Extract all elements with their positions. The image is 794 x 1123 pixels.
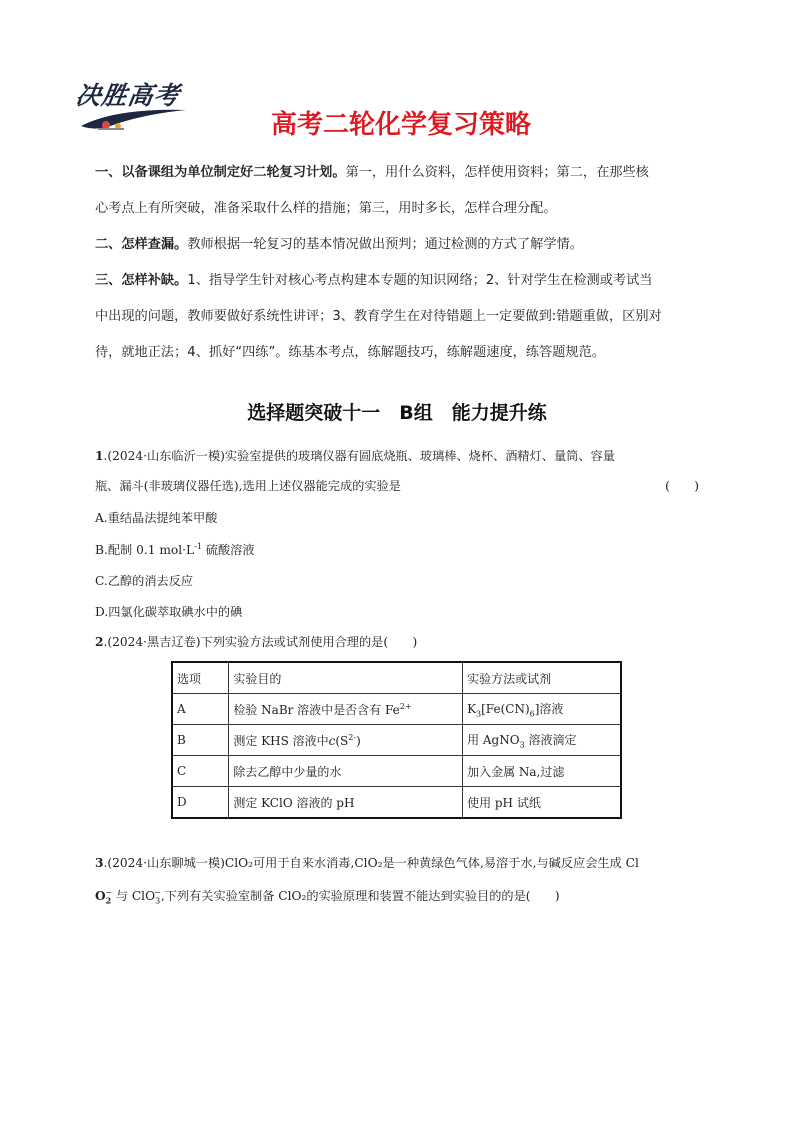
strategy-text-3c: 待，就地正法；4、抓好“四练”。练基本考点，练解题技巧，练解题速度，练答题规范。 <box>95 345 605 360</box>
table-row <box>172 787 621 819</box>
question-1-option-c: C.乙醇的消去反应 <box>95 574 194 588</box>
experiment-table <box>171 661 622 819</box>
question-3-number: 3 <box>95 856 104 870</box>
question-1-stem-line2: 瓶、漏斗(非玻璃仪器任选),选用上述仪器能完成的实验是 <box>95 479 401 493</box>
table-cell-aim <box>229 725 463 756</box>
cell-text: ]溶液 <box>534 701 564 716</box>
ion-subscript: 2 <box>105 895 112 906</box>
table-cell-option: C <box>172 756 229 787</box>
logo-text: 决胜高考 <box>73 81 182 110</box>
table-header-cell: 实验目的 <box>229 662 463 694</box>
table-header-row <box>172 662 621 694</box>
strategy-text-3a: 1、指导学生针对核心考点构建本专题的知识网络；2、针对学生在检测或考试当 <box>187 273 653 288</box>
table-row <box>172 725 621 756</box>
cell-subscript: 3 <box>519 740 525 750</box>
strategy-text-3b: 中出现的问题，教师要做好系统性讲评；3、教育学生在对待错题上一定要做到:错题重做，区别对 <box>95 309 662 324</box>
cell-text: (S <box>335 733 349 748</box>
cell-text: [Fe(CN) <box>481 701 530 716</box>
question-3-ion-2: 与 ClO <box>115 889 156 904</box>
strategy-paragraph-1 <box>95 155 699 227</box>
strategy-text-1a: 第一，用什么资料，怎样使用资料；第二，在那些核 <box>345 165 649 180</box>
question-1-number: 1 <box>95 449 104 463</box>
table-cell-option: B <box>172 725 229 756</box>
table-cell-method: 加入金属 Na,过滤 <box>463 756 621 787</box>
cell-superscript: 2- <box>348 732 357 742</box>
cell-text: 检验 NaBr 溶液中是否含有 Fe <box>233 702 400 717</box>
question-2 <box>95 627 699 657</box>
ion-superscript: − <box>154 888 161 897</box>
strategy-paragraph-2 <box>95 227 699 263</box>
option-b-superscript: -1 <box>194 541 202 551</box>
table-cell-aim: 测定 KClO 溶液的 pH <box>229 787 463 819</box>
ion-superscript: − <box>105 888 112 897</box>
table-cell-method: 使用 pH 试纸 <box>463 787 621 819</box>
table-cell-option: D <box>172 787 229 819</box>
cell-text: K <box>467 701 477 716</box>
table-cell-aim: 除去乙醇中少量的水 <box>229 756 463 787</box>
question-2-stem: .(2024·黑吉辽卷)下列实验方法或试剂使用合理的是( ) <box>103 635 418 649</box>
question-3 <box>95 848 699 917</box>
cell-italic: c <box>328 733 336 748</box>
page-title: 高考二轮化学复习策略 <box>270 110 531 140</box>
cell-text: ) <box>356 733 361 748</box>
table-cell-method <box>463 694 621 725</box>
strategy-text-2a: 教师根据一轮复习的基本情况做出预判；通过检测的方式了解学情。 <box>187 237 583 252</box>
table-row <box>172 756 621 787</box>
cell-subscript: 3 <box>476 709 482 719</box>
table-cell-option: A <box>172 694 229 725</box>
option-b-text: B.配制 0.1 mol·L <box>95 543 195 557</box>
cell-subscript: 6 <box>529 709 535 719</box>
question-1-option-d: D.四氯化碳萃取碘水中的碘 <box>95 605 243 619</box>
table-header-cell: 选项 <box>172 662 229 694</box>
question-3-stem-line2: ,下列有关实验室制备 ClO₂的实验原理和装置不能达到实验目的的是( ) <box>160 889 560 904</box>
cell-superscript: 2+ <box>399 701 412 711</box>
strategy-lead-3: 三、怎样补缺。 <box>95 273 188 288</box>
cell-text: 测定 KHS 溶液中 <box>233 733 329 748</box>
ion-subscript: 3 <box>155 896 161 906</box>
strategy-text-1b: 心考点上有所突破，准备采取什么样的措施；第三，用时多长，怎样合理分配。 <box>95 201 557 216</box>
table-cell-aim <box>229 694 463 725</box>
cell-text: 溶液滴定 <box>524 732 577 747</box>
strategy-lead-2: 二、怎样查漏。 <box>95 237 188 252</box>
table-header-cell: 实验方法或试剂 <box>463 662 621 694</box>
strategy-lead-1: 一、以备课组为单位制定好二轮复习计划。 <box>95 165 346 180</box>
question-1-option-b <box>95 541 255 558</box>
question-1-stem-line1: .(2024·山东临沂一模)实验室提供的玻璃仪器有圆底烧瓶、玻璃棒、烧杯、酒精灯、量筒、容量 <box>103 449 615 463</box>
cell-text: 用 AgNO <box>467 732 520 747</box>
ion-text: O <box>95 889 106 904</box>
question-1-option-a: A.重结晶法提纯苯甲酸 <box>95 511 218 525</box>
section-title: 选择题突破十一 B组 能力提升练 <box>247 402 547 424</box>
table-row <box>172 694 621 725</box>
strategy-paragraph-3 <box>95 263 699 371</box>
question-1 <box>95 441 699 501</box>
question-3-ion-1 <box>95 888 112 906</box>
option-b-text-end: 硫酸溶液 <box>201 543 255 557</box>
question-3-stem-line1: .(2024·山东聊城一模)ClO₂可用于自来水消毒,ClO₂是一种黄绿色气体,易溶于水,与碱反应会生成 Cl <box>103 856 639 870</box>
answer-blank: ( ) <box>665 479 699 493</box>
question-2-number: 2 <box>95 635 104 649</box>
table-cell-method <box>463 725 621 756</box>
